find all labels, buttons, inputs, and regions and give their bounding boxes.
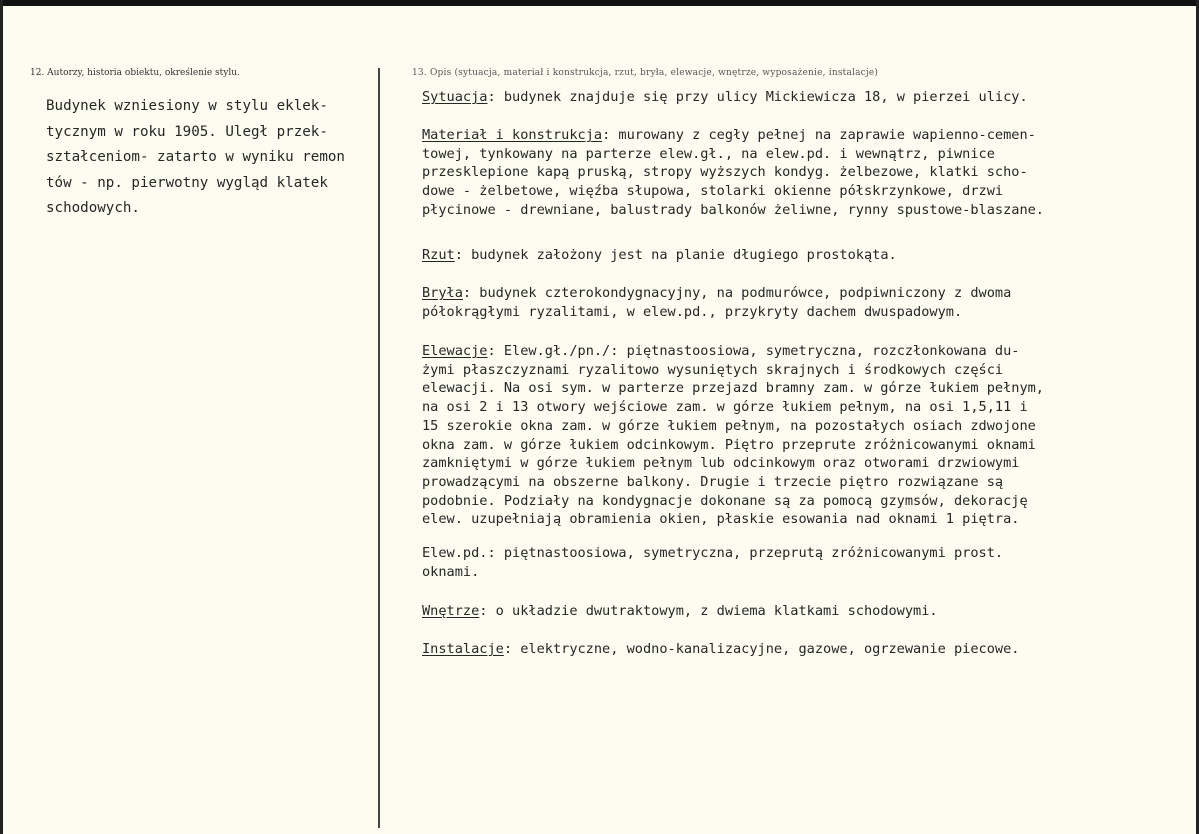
left-text-line: ształceniom- zatarto w wyniku remon xyxy=(46,149,345,165)
section-text: : Elew.gł./pn./: piętnastoosiowa, symetryczna, rozczłonkowana du- xyxy=(487,343,1020,359)
section-label: Bryła xyxy=(422,285,463,301)
section-label: Wnętrze xyxy=(422,603,480,619)
section-text: płycinowe - drewniane, balustrady balkonów żeliwne, rynny spustowe-blaszane. xyxy=(422,201,1044,218)
section-text: : o układzie dwutraktowym, z dwiema klatkami schodowymi. xyxy=(479,603,938,619)
section-label: Elewacje xyxy=(422,343,488,359)
section-text: : elektryczne, wodno-kanalizacyjne, gazowe, ogrzewanie piecowe. xyxy=(503,641,1020,657)
right-column-header: 13. Opis (sytuacja, materiał i konstrukcja, rzut, bryła, elewacje, wnętrze, wyposażenie, instalacje) xyxy=(412,68,879,78)
left-text-line: tów - np. pierwotny wygląd klatek xyxy=(46,174,328,191)
section-text: okna zam. w górze łukiem odcinkowym. Piętro przeprute zróżnicowanymi oknami xyxy=(422,436,1036,453)
left-column-text xyxy=(46,94,376,222)
column-divider xyxy=(378,68,380,828)
section-label: Rzut xyxy=(422,247,455,263)
section-text: Elew.pd.: piętnastoosiowa, symetryczna, przeprutą zróżnicowanymi prost. xyxy=(422,545,1004,561)
section-text: : budynek założony jest na planie długiego prostokąta. xyxy=(454,247,897,263)
section-sytuacja xyxy=(422,88,1182,107)
section-material xyxy=(422,126,1182,220)
section-text: towej, tynkowany na parterze elew.gł., na elew.pd. i wewnątrz, piwnice xyxy=(422,145,995,162)
section-text: oknami. xyxy=(422,563,480,580)
section-elewacje xyxy=(422,342,1182,529)
section-text: półokrągłymi ryzalitami, w elew.pd., przykryty dachem dwuspadowym. xyxy=(422,303,963,320)
section-elew-pd xyxy=(422,544,1182,581)
section-text: na osi 2 i 13 otwory wejściowe zam. w górze łukiem pełnym, na osi 1,5,11 i xyxy=(422,399,1028,416)
section-text: : budynek znajduje się przy ulicy Mickiewicza 18, w pierzei ulicy. xyxy=(487,89,1028,105)
section-text: przesklepione kapą pruską, stropy wyższych kondyg. żelbezowe, klatki scho- xyxy=(422,164,1028,181)
section-text: : budynek czterokondygnacyjny, na podmurówce, podpiwniczony z dwoma xyxy=(462,285,1012,301)
left-edge xyxy=(0,0,3,834)
section-text: podobnie. Podziały na kondygnacje dokonane są za pomocą gzymsów, dekorację xyxy=(422,492,1028,509)
top-edge xyxy=(0,0,1199,6)
section-text: elew. uzupełniają obramienia okien, płaskie esowania nad oknami 1 piętra. xyxy=(422,511,1020,528)
section-label: Materiał i konstrukcja xyxy=(422,127,603,143)
left-text-line: tycznym w roku 1905. Uległ przek- xyxy=(46,123,328,140)
left-text-line: schodowych. xyxy=(46,200,140,216)
section-instalacje xyxy=(422,640,1182,659)
section-text: dowe - żelbetowe, więźba słupowa, stolarki okienne półskrzynkowe, drzwi xyxy=(422,183,1004,200)
section-rzut xyxy=(422,246,1182,265)
section-text: : murowany z cegły pełnej na zaprawie wapienno-cemen- xyxy=(602,127,1036,143)
left-text-line: Budynek wzniesiony w stylu eklek- xyxy=(46,98,328,114)
left-column-header: 12. Autorzy, historia obiektu, określenie stylu. xyxy=(30,68,240,78)
section-wnetrze xyxy=(422,602,1182,621)
section-label: Sytuacja xyxy=(422,89,488,105)
section-text: zamkniętymi w górze łukiem pełnym lub odcinkowym oraz otworami drzwiowymi xyxy=(422,455,1020,472)
section-text: 15 szerokie okna zam. w górze łukiem pełnym, na pozostałych osiach zdwojone xyxy=(422,417,1036,434)
section-text: żymi płaszczyznami ryzalitowo wysuniętych skrajnych i środkowych części xyxy=(422,361,1004,378)
section-label: Instalacje xyxy=(422,641,504,657)
section-text: elewacji. Na osi sym. w parterze przejazd bramny zam. w górze łukiem pełnym, xyxy=(422,380,1044,397)
section-text: prowadzącymi na obszerne balkony. Drugie i trzecie piętro rozwiązane są xyxy=(422,473,1004,490)
section-bryla xyxy=(422,284,1182,321)
